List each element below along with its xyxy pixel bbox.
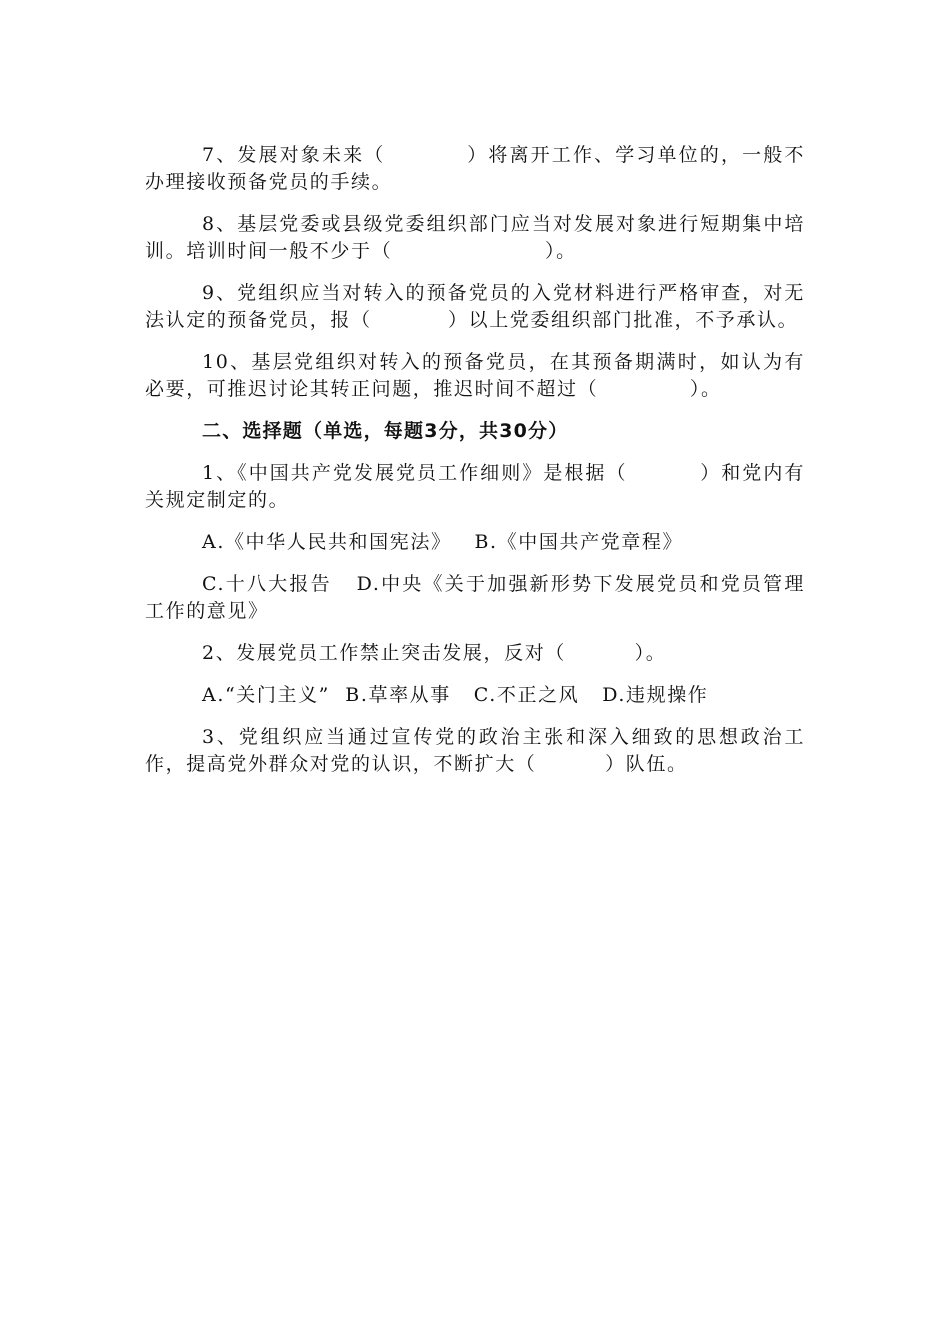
question-9: 9、党组织应当对转入的预备党员的入党材料进行严格审查，对无法认定的预备党员，报（ ）以上党委组织部门批准，不予承认。 [145, 282, 805, 331]
question-10: 10、基层党组织对转入的预备党员，在其预备期满时，如认为有必要，可推迟讨论其转正问题，推迟时间不超过（ ）。 [145, 351, 805, 400]
choice-question-1: 1、《中国共产党发展党员工作细则》是根据（ ）和党内有关规定制定的。 [145, 462, 805, 511]
choice-question-1-options-cd: C.十八大报告 D.中央《关于加强新形势下发展党员和党员管理工作的意见》 [145, 573, 805, 622]
section-heading: 二、选择题（单选，每题3分，共30分） [202, 420, 569, 442]
choice-question-1-options-ab: A.《中华人民共和国宪法》 B.《中国共产党章程》 [202, 531, 684, 553]
choice-question-2: 2、发展党员工作禁止突击发展，反对（ ）。 [202, 642, 667, 664]
choice-question-2-options: A.“关门主义” B.草率从事 C.不正之风 D.违规操作 [202, 684, 709, 706]
document-page [145, 142, 805, 793]
choice-question-3: 3、党组织应当通过宣传党的政治主张和深入细致的思想政治工作，提高党外群众对党的认识，不断扩大（ ）队伍。 [145, 726, 805, 775]
question-7: 7、发展对象未来（ ）将离开工作、学习单位的，一般不办理接收预备党员的手续。 [145, 144, 805, 193]
question-8: 8、基层党委或县级党委组织部门应当对发展对象进行短期集中培训。培训时间一般不少于（ ）。 [145, 213, 805, 262]
